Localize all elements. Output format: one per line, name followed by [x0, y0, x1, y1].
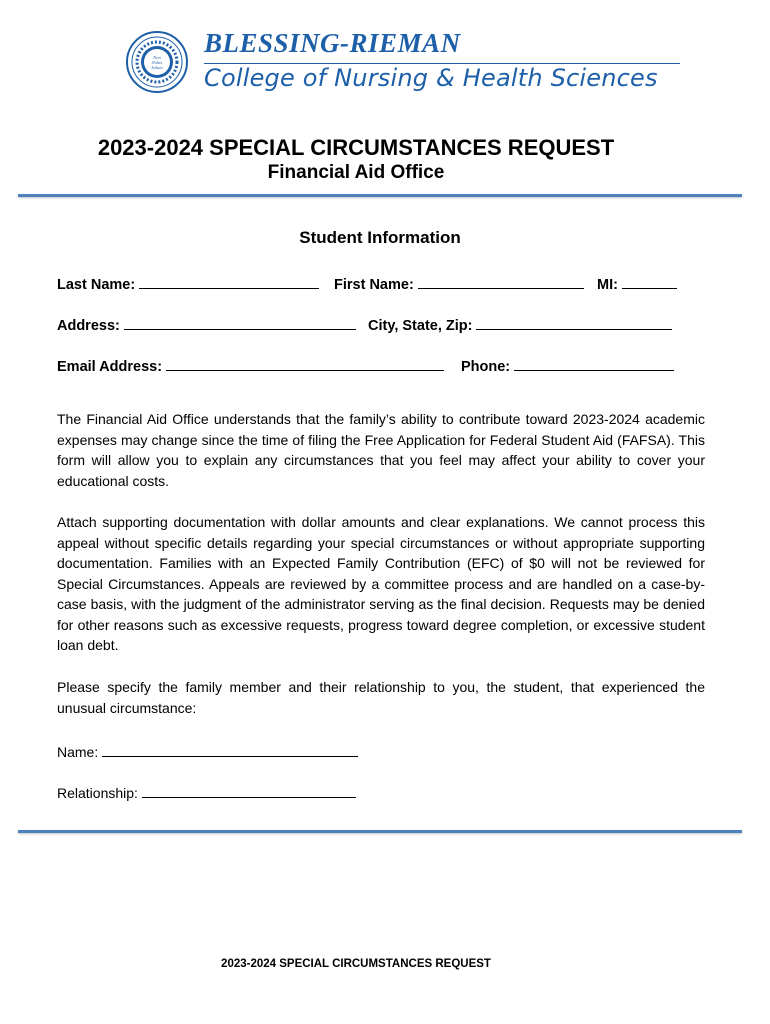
relationship-input[interactable] [142, 783, 356, 798]
page-subtitle: Financial Aid Office [267, 162, 445, 183]
svg-text:Nobis: Nobis [151, 60, 163, 65]
family-name-field [57, 742, 358, 760]
phone-field [461, 356, 674, 375]
last-name-input[interactable] [139, 274, 319, 289]
address-field [57, 315, 356, 334]
bottom-divider [18, 830, 742, 833]
email-label: Email Address: [57, 359, 163, 375]
college-name: College of Nursing & Health Sciences [204, 64, 658, 92]
relationship-field [57, 783, 356, 801]
first-name-input[interactable] [418, 274, 584, 289]
city-state-zip-input[interactable] [476, 315, 672, 330]
address-label: Address: [57, 318, 120, 334]
last-name-label: Last Name: [57, 277, 136, 293]
svg-text:Non: Non [153, 55, 161, 60]
first-name-field [334, 274, 584, 293]
last-name-field [57, 274, 319, 293]
family-name-label: Name: [57, 744, 99, 760]
intro-paragraph: The Financial Aid Office understands that the family’s ability to contribute toward 2023-2024 academic expenses may change since the time of filing the Free Application for Federal Student Aid (FAFSA). This form will allow you to explain any circumstances that you feel may affect your ability to cover your educational costs. [57, 411, 705, 489]
city-state-zip-label: City, State, Zip: [368, 318, 473, 334]
mi-label: MI: [597, 277, 618, 293]
email-input[interactable] [166, 356, 444, 371]
email-field [57, 356, 444, 375]
family-name-input[interactable] [102, 742, 358, 757]
address-input[interactable] [124, 315, 356, 330]
city-state-zip-field [368, 315, 672, 334]
phone-input[interactable] [514, 356, 674, 371]
phone-label: Phone: [461, 359, 511, 375]
college-seal-logo [125, 30, 189, 94]
documentation-paragraph: Attach supporting documentation with dollar amounts and clear explanations. We cannot process this appeal without specific details regarding your special circumstances or without appropriate supporting documentation. Families with an Expected Family Contribution (EFC) of $0 will not be reviewed for Special Circumstances. Appeals are reviewed by a committee process and are handled on a case-by-case basis, with the judgment of the administrator serving as the final decision. Requests may be denied for other reasons such as excessive requests, progress toward degree completion, or excessive student loan debt. [57, 514, 705, 653]
mi-input[interactable] [622, 274, 677, 289]
relationship-label: Relationship: [57, 785, 138, 801]
page-title: 2023-2024 SPECIAL CIRCUMSTANCES REQUEST [97, 135, 615, 160]
institution-name: BLESSING-RIEMAN [204, 28, 461, 58]
top-divider [18, 194, 742, 197]
first-name-label: First Name: [334, 277, 414, 293]
student-info-heading: Student Information [299, 228, 461, 247]
mi-field [597, 274, 677, 293]
svg-text:Solum: Solum [151, 65, 163, 70]
family-member-instructions: Please specify the family member and their relationship to you, the student, that experienced the unusual circumstance: [57, 679, 705, 716]
page-footer: 2023-2024 SPECIAL CIRCUMSTANCES REQUEST [221, 958, 491, 970]
